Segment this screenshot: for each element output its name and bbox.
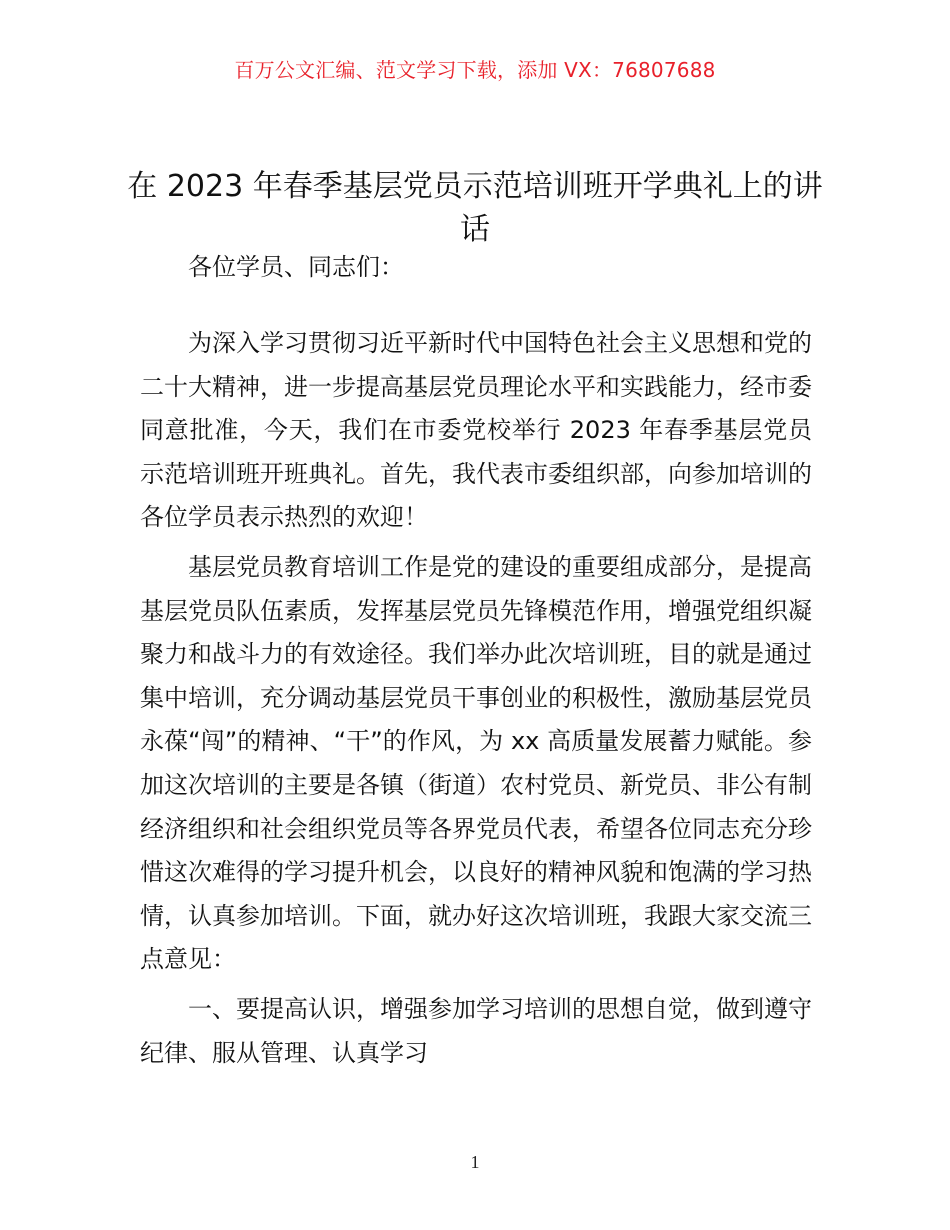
section-heading: 一、要提高认识，增强参加学习培训的思想自觉，做到遵守纪律、服从管理、认真学习 — [140, 995, 812, 1067]
paragraph-3-block — [140, 988, 812, 1083]
page-number: 1 — [470, 1152, 480, 1172]
paragraph-1-block — [140, 322, 812, 548]
paragraph: 基层党员教育培训工作是党的建设的重要组成部分，是提高基层党员队伍素质，发挥基层党员先锋模范作用，增强党组织凝聚力和战斗力的有效途径。我们举办此次培训班，目的就是通过集中培训，充分调动基层党员干事创业的积极性，激励基层党员永葆“闯”的精神、“干”的作风，为 xx 高质量发展蓄力赋能。参加这次培训的主要是各镇（街道）农村党员、新党员、非公有制经济组织和社会组织党员等各界党员代表，希望各位同志充分珍惜这次难得的学习提升机会，以良好的精神风貌和饱满的学习热情，认真参加培训。下面，就办好这次培训班，我跟大家交流三点意见： — [140, 553, 812, 974]
paragraph: 为深入学习贯彻习近平新时代中国特色社会主义思想和党的二十大精神，进一步提高基层党员理论水平和实践能力，经市委同意批准，今天，我们在市委党校举行 2023 年春季基层党员示范培训班开班典礼。首先，我代表市委组织部，向参加培训的各位学员表示热烈的欢迎！ — [140, 329, 812, 532]
greeting: 各位学员、同志们： — [188, 253, 404, 281]
paragraph-2-block — [140, 546, 812, 990]
watermark-banner: 百万公文汇编、范文学习下载，添加 VX：76807688 — [234, 58, 716, 82]
document-title: 在 2023 年春季基层党员示范培训班开学典礼上的讲话 — [127, 169, 823, 247]
